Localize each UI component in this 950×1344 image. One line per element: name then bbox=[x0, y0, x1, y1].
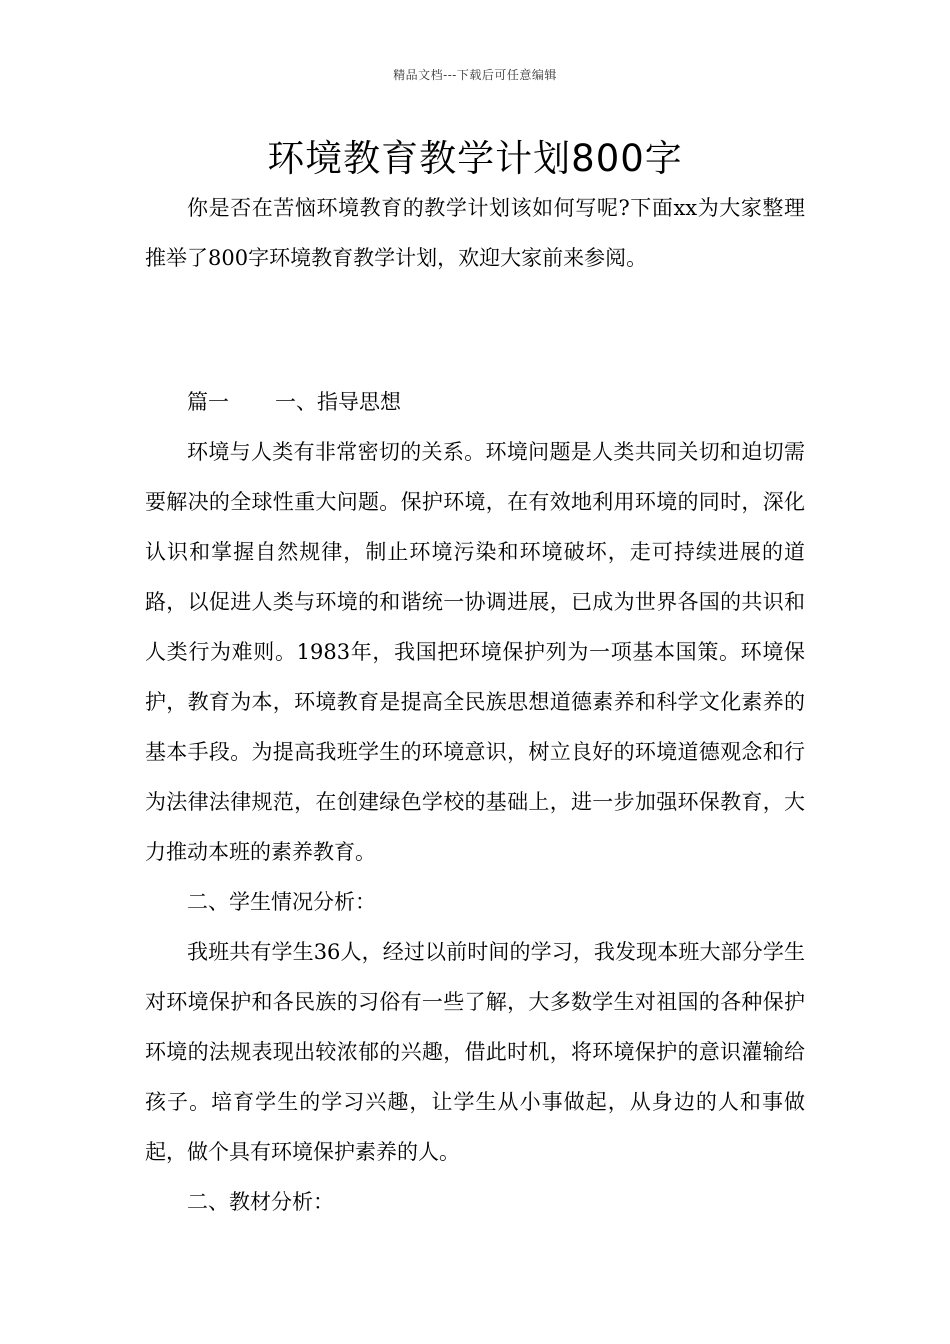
section1-heading: 一、指导思想 bbox=[275, 390, 401, 414]
header-note: 精品文档---下载后可任意编辑 bbox=[393, 68, 557, 82]
document-title: 环境教育教学计划800字 bbox=[267, 137, 683, 180]
section1-heading-line bbox=[145, 377, 805, 427]
intro-block bbox=[145, 183, 805, 283]
section2-heading: 二、学生情况分析： bbox=[187, 890, 376, 914]
intro-paragraph: 你是否在苦恼环境教育的教学计划该如何写呢?下面xx为大家整理推举了800字环境教育教学计划，欢迎大家前来参阅。 bbox=[145, 196, 805, 270]
section3-heading: 二、教材分析： bbox=[187, 1190, 334, 1214]
section2-paragraph: 我班共有学生36人，经过以前时间的学习，我发现本班大部分学生对环境保护和各民族的习俗有一些了解，大多数学生对祖国的各种保护环境的法规表现出较浓郁的兴趣，借此时机，将环境保护的意识灌输给孩子。培育学生的学习兴趣，让学生从小事做起，从身边的人和事做起，做个具有环境保护素养的人。 bbox=[145, 940, 805, 1164]
section1-paragraph: 环境与人类有非常密切的关系。环境问题是人类共同关切和迫切需要解决的全球性重大问题。保护环境，在有效地利用环境的同时，深化认识和掌握自然规律，制止环境污染和环境破坏，走可持续进展的道路，以促进人类与环境的和谐统一协调进展，已成为世界各国的共识和人类行为难则。1983年，我国把环境保护列为一项基本国策。环境保护，教育为本，环境教育是提高全民族思想道德素养和科学文化素养的基本手段。为提高我班学生的环境意识，树立良好的环境道德观念和行为法律法律规范，在创建绿色学校的基础上，进一步加强环保教育，大力推动本班的素养教育。 bbox=[145, 440, 805, 864]
main-content bbox=[145, 377, 805, 1227]
section1-label: 篇一 bbox=[187, 390, 229, 414]
